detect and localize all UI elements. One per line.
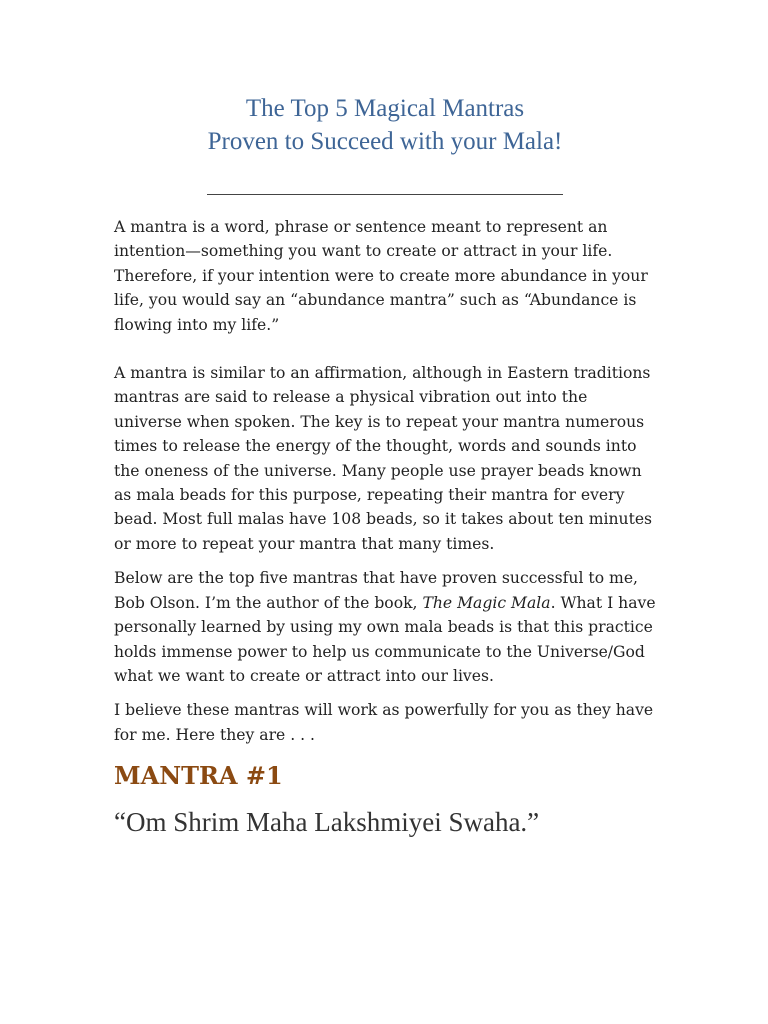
paragraph-author-text-b: . What I have personally learned by using my own mala beads is that this practice holds immense power to help us communicate to the Universe/God what we want to create or attract into our lives. [114,593,656,685]
mantra-1-heading: MANTRA #1 [114,761,283,791]
title-line-2: Proven to Succeed with your Mala! [207,128,563,155]
title-divider [207,194,563,195]
paragraph-author [114,566,656,688]
mantra-1-text: “Om Shrim Maha Lakshmiyei Swaha.” [114,807,540,838]
paragraph-affirmation: A mantra is similar to an affirmation, although in Eastern traditions mantras are said to release a physical vibration out into the universe when spoken. The key is to repeat your mantra numerous times to release the energy of the thought, words and sounds into the oneness of the universe. Many people use prayer beads known as mala beads for this purpose, repeating their mantra for every bead. Most full malas have 108 beads, so it takes about ten minutes or more to repeat your mantra that many times. [114,364,653,553]
paragraph-belief: I believe these mantras will work as powerfully for you as they have for me. Here they are . . . [114,701,654,744]
paragraph-intro: A mantra is a word, phrase or sentence meant to represent an intention—something you want to create or attract in your life. Therefore, if your intention were to create more abundance in your life, you would say an “abundance mantra” such as “Abundance is flowing into my life.” [114,218,648,334]
title-line-1: The Top 5 Magical Mantras [245,95,525,122]
title-block [114,0,656,195]
book-title: The Magic Mala [422,593,551,612]
paragraph-author-text-a: Below are the top five mantras that have proven successful to me, Bob Olson. I’m the author of the book, [114,569,639,612]
